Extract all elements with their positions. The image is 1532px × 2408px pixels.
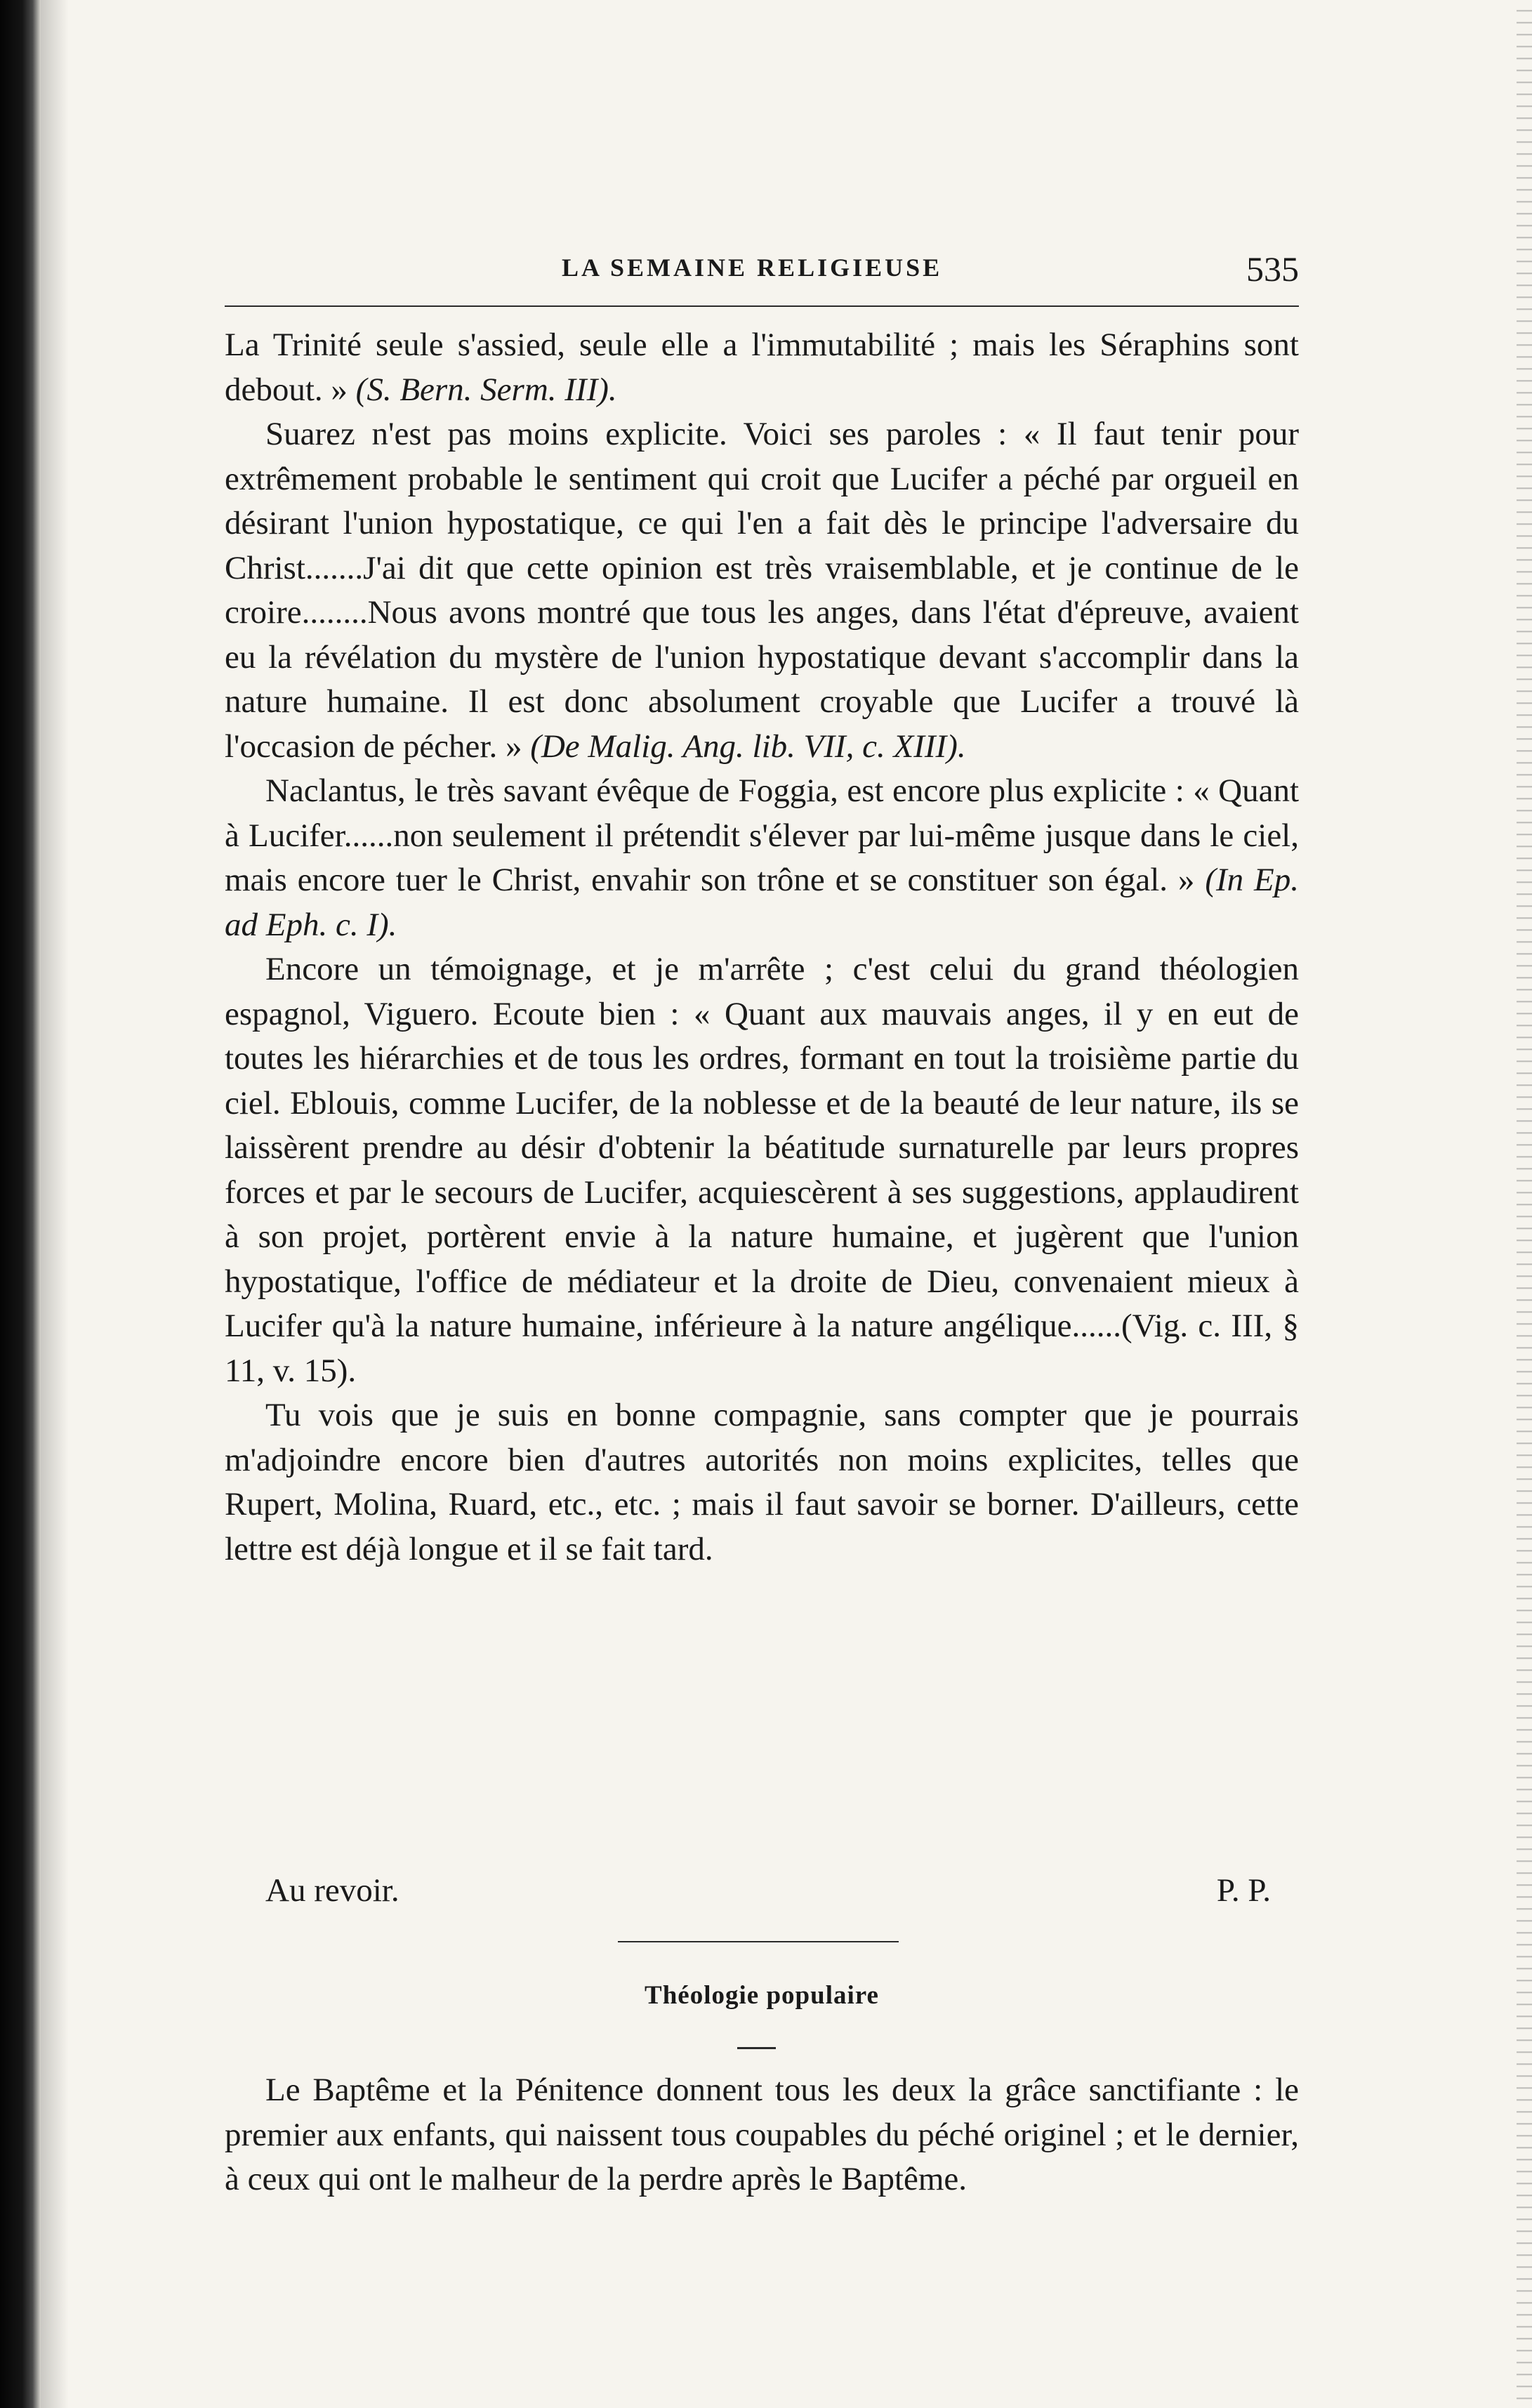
letter-body bbox=[225, 323, 1299, 1572]
paragraph-1-citation: (S. Bern. Serm. III). bbox=[355, 371, 617, 408]
right-page-edge bbox=[1517, 0, 1532, 2408]
paragraph-5-text: Tu vois que je suis en bonne compagnie, sans compter que je pourrais m'adjoindre encore bien d'autres autorités non moins explicites, telles que Rupert, Molina, Ruard, etc., etc. ; mais il faut savoir se borner. D'ailleurs, cette lettre est déjà longue et il se fait tard. bbox=[225, 1397, 1299, 1567]
paragraph-2 bbox=[225, 412, 1299, 769]
binding-shadow bbox=[41, 0, 69, 2408]
letter-closing bbox=[225, 1871, 1299, 1921]
paragraph-1-text: La Trinité seule s'assied, seule elle a l'immutabilité ; mais les Séraphins sont debout. » bbox=[225, 327, 1299, 408]
section-title: Théologie populaire bbox=[645, 1981, 879, 2010]
paragraph-2-text: Suarez n'est pas moins explicite. Voici ses paroles : « Il faut tenir pour extrêmement probable le sentiment qui croit que Lucifer a péché par orgueil en désirant l'union hypostatique, ce qui l'en a fait dès le principe l'adversaire du Christ.......J'ai dit que cette opinion est très vraisemblable, et je continue de le croire........Nous avons montré que tous les anges, dans l'état d'épreuve, avaient eu la révélation du mystère de l'union hypostatique devant s'accomplir dans la nature humaine. Il est donc absolument croyable que Lucifer a trouvé là l'occasion de pécher. » bbox=[225, 416, 1299, 765]
signature: P. P. bbox=[1216, 1872, 1271, 1909]
farewell: Au revoir. bbox=[265, 1872, 399, 1909]
binding-edge bbox=[0, 0, 41, 2408]
header-rule bbox=[225, 305, 1299, 307]
paragraph-4-text: Encore un témoignage, et je m'arrête ; c'est celui du grand théologien espagnol, Viguero. Ecoute bien : « Quant aux mauvais anges, il y en eut de toutes les hiérarchies et de tous les ordres, formant en tout la troisième partie du ciel. Eblouis, comme Lucifer, de la noblesse et de la beauté de leur nature, ils se laissèrent prendre au désir d'obtenir la béatitude surnaturelle par leurs propres forces et par le secours de Lucifer, acquiescèrent à ses suggestions, applaudirent à son projet, portèrent envie à la nature humaine, et jugèrent que l'union hypostatique, l'office de médiateur et la droite de Dieu, convenaient mieux à Lucifer qu'à la nature humaine, inférieure à la nature angélique......(Vig. c. III, § 11, v. 15). bbox=[225, 951, 1299, 1389]
paragraph-5 bbox=[225, 1393, 1299, 1572]
section-paragraph: Le Baptême et la Pénitence donnent tous les deux la grâce sanctifiante : le premier aux enfants, qui naissent tous coupables du péché originel ; et le dernier, à ceux qui ont le malheur de la perdre après le Baptême. bbox=[225, 2072, 1299, 2197]
paragraph-1 bbox=[225, 323, 1299, 412]
running-title: LA SEMAINE RELIGIEUSE bbox=[562, 254, 943, 282]
paragraph-3-citation: (In Ep. ad Eph. c. I). bbox=[225, 862, 1299, 943]
page-number: 535 bbox=[1246, 249, 1299, 289]
paragraph-3-text: Naclantus, le très savant évêque de Foggia, est encore plus explicite : « Quant à Lucifer......non seulement il prétendit s'élever par lui-même jusque dans le ciel, mais encore tuer le Christ, envahir son trône et se constituer son égal. » bbox=[225, 772, 1299, 898]
section-title-rule bbox=[737, 2047, 776, 2049]
section-body bbox=[225, 2068, 1299, 2202]
paragraph-4 bbox=[225, 947, 1299, 1393]
paragraph-3 bbox=[225, 769, 1299, 947]
section-divider bbox=[618, 1941, 899, 1942]
running-head bbox=[225, 249, 1299, 295]
paragraph-2-citation: (De Malig. Ang. lib. VII, c. XIII). bbox=[530, 728, 966, 765]
